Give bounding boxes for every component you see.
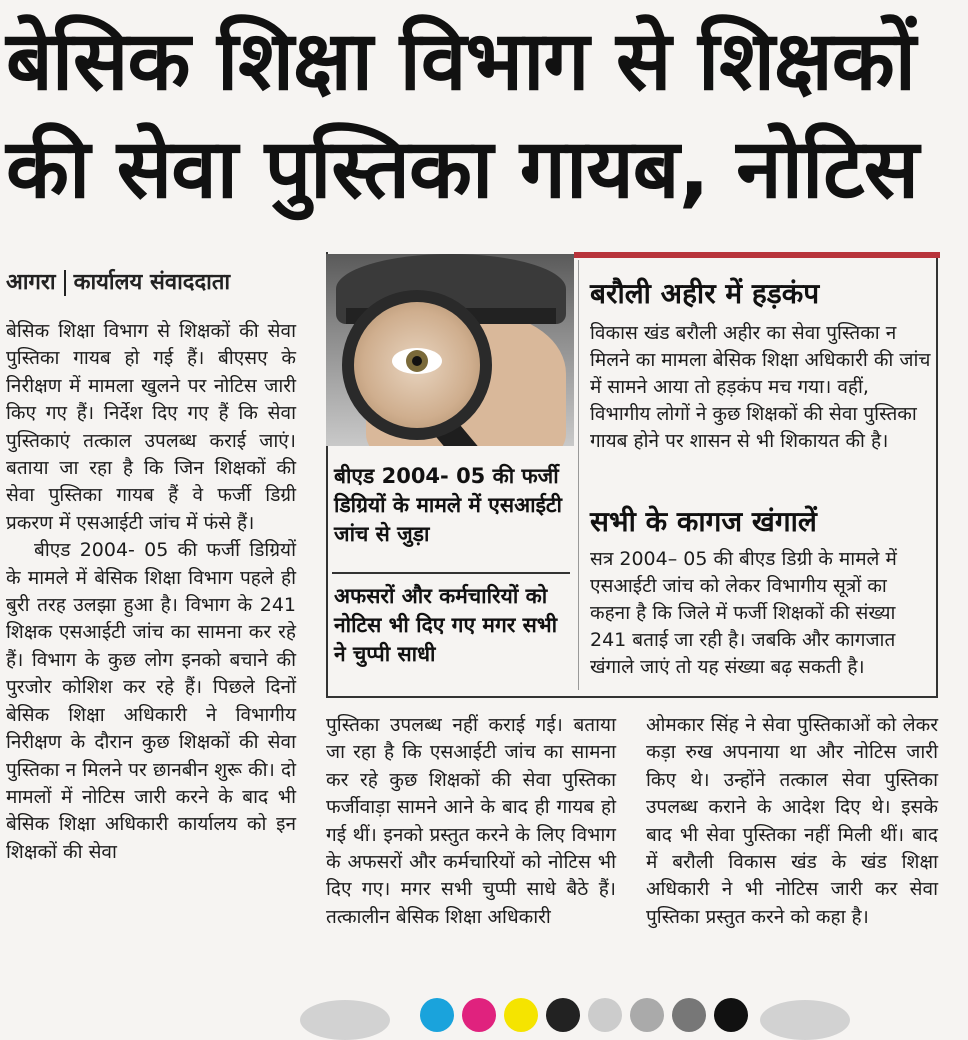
color-swatch [546, 998, 580, 1032]
column1-paragraph-2: बीएड 2004- 05 की फर्जी डिग्रियों के मामले में बेसिक शिक्षा विभाग पहले ही बुरी तरह उलझा हुआ है। विभाग के 241 शिक्षक एसआईटी जांच का सामना कर रहे हैं। विभाग के कुछ लोग इनको बचाने की पुरजोर कोशिश कर रहे हैं। पिछले दिनों बेसिक शिक्षा अधिकारी ने विभागीय निरीक्षण के दौरान कुछ शिक्षकों की सेवा पुस्तिका न मिलने पर छानबीन शुरू की। दो मामलों में नोटिस जारी करने के बाद भी बेसिक शिक्षा अधिकारी कार्यालय को इन शिक्षकों की सेवा [6, 539, 296, 863]
article-column-2 [326, 712, 616, 931]
color-swatch [714, 998, 748, 1032]
sidebox-heading-1: बरौली अहीर में हड़कंप [590, 277, 820, 310]
color-swatch [588, 998, 622, 1032]
byline-place: आगरा [6, 270, 56, 295]
color-swatch [630, 998, 664, 1032]
article-column-3 [646, 712, 938, 931]
pullquote-1: बीएड 2004- 05 की फर्जी डिग्रियों के मामले में एसआईटी जांच से जुड़ा [334, 464, 562, 546]
print-mark-left [300, 1000, 390, 1040]
color-swatch [672, 998, 706, 1032]
eye-icon [392, 348, 442, 374]
accent-rule [574, 252, 940, 258]
photo-iris [406, 350, 428, 372]
magnifier-lens [342, 290, 492, 440]
pullquote-2: अफसरों और कर्मचारियों को नोटिस भी दिए गए मगर सभी ने चुप्पी साधी [334, 584, 558, 666]
sidebox-text-2: सत्र 2004– 05 की बीएड डिग्री के मामले में एसआईटी जांच को लेकर विभागीय सूत्रों का कहना है कि जिले में फर्जी शिक्षकों की संख्या 241 बताई जा रही है। जबकि और कागजात खंगाले जाएं तो यह संख्या बढ़ सकती है। [590, 548, 897, 678]
byline-separator [64, 270, 66, 296]
byline [6, 266, 230, 296]
box-divider [578, 260, 579, 690]
color-swatch [504, 998, 538, 1032]
column1-paragraph-1: बेसिक शिक्षा विभाग से शिक्षकों की सेवा पुस्तिका गायब हो गई हैं। बीएसए के निरीक्षण में मामला खुलने पर नोटिस जारी किए गए हैं। निर्देश दिए गए हैं कि सेवा पुस्तिकाएं तत्काल उपलब्ध कराई जाएं। बताया जा रहा है कि जिन शिक्षकों की सेवा पुस्तिका गायब हैं वे फर्जी डिग्री प्रकरण में एसआईटी जांच में फंसे हैं। [6, 320, 296, 534]
color-registration-strip [420, 998, 756, 1022]
byline-source: कार्यालय संवाददाता [73, 270, 231, 295]
photo-pupil [412, 356, 422, 366]
headline-line-1: बेसिक शिक्षा विभाग से शिक्षकों [6, 14, 916, 109]
headline-line-2: की सेवा पुस्तिका गायब, नोटिस [6, 122, 919, 217]
sidebox-text-1: विकास खंड बरौली अहीर का सेवा पुस्तिका न मिलने का मामला बेसिक शिक्षा अधिकारी की जांच में सामने आया तो हड़कंप मच गया। वहीं, विभागीय लोगों ने कुछ शिक्षकों की सेवा पुस्तिका गायब होने पर शासन से भी शिकायत की है। [590, 322, 931, 452]
article-column-1 [6, 318, 296, 866]
detective-magnifier-photo [326, 254, 574, 446]
column3-text: ओमकार सिंह ने सेवा पुस्तिकाओं को लेकर कड़ा रुख अपनाया था और नोटिस जारी किए थे। उन्होंने तत्काल सेवा पुस्तिका उपलब्ध कराने के आदेश दिए थे। इसके बाद भी सेवा पुस्तिका नहीं मिली थीं। बाद में बरौली विकास खंड के खंड शिक्षा अधिकारी ने भी नोटिस जारी कर सेवा पुस्तिका प्रस्तुत करने को कहा है। [646, 714, 938, 928]
color-swatch [462, 998, 496, 1032]
print-mark-right [760, 1000, 850, 1040]
pullquote-divider [332, 572, 570, 574]
sidebox-heading-2: सभी के कागज खंगालें [590, 505, 817, 538]
column2-text: पुस्तिका उपलब्ध नहीं कराई गई। बताया जा रहा है कि एसआईटी जांच का सामना कर रहे कुछ शिक्षकों की सेवा पुस्तिका फर्जीवाड़ा सामने आने के बाद ही गायब हो गई थीं। इनको प्रस्तुत करने के लिए विभाग के अफसरों और कर्मचारियों को नोटिस भी दिए गए। मगर सभी चुप्पी साधे बैठे हैं। तत्कालीन बेसिक शिक्षा अधिकारी [326, 714, 616, 928]
color-swatch [420, 998, 454, 1032]
headline [6, 8, 956, 224]
